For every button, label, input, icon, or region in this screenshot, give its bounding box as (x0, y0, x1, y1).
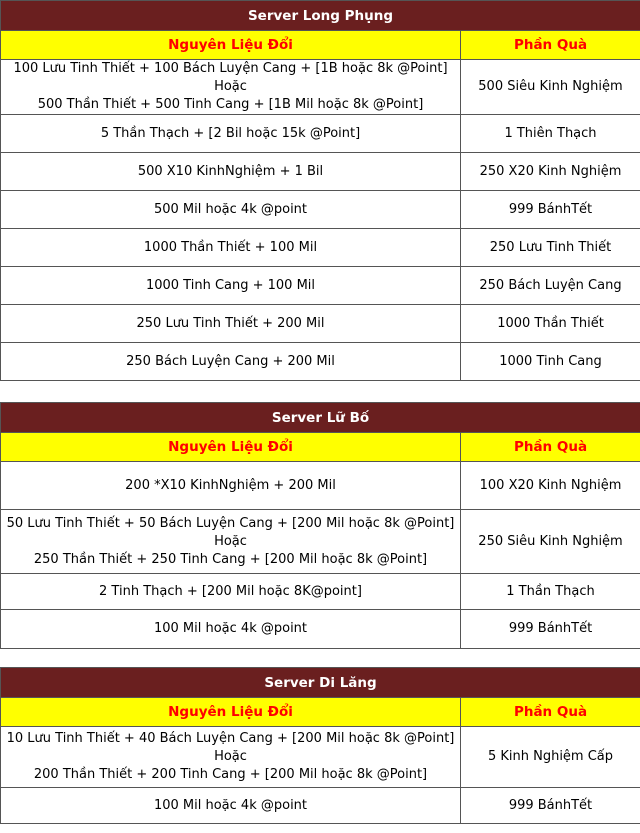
table-row (1, 574, 640, 610)
materials-cell: 1000 Tinh Cang + 100 Mil (1, 267, 461, 305)
table-row (1, 305, 640, 343)
materials-cell: 500 X10 KinhNghiệm + 1 Bil (1, 153, 461, 191)
table-row (1, 267, 640, 305)
reward-cell: 999 BánhTết (461, 610, 640, 649)
rewards-header: Phần Quà (461, 698, 640, 727)
materials-cell: 200 *X10 KinhNghiệm + 200 Mil (1, 462, 461, 510)
reward-cell: 1000 Thần Thiết (461, 305, 640, 343)
materials-cell: 100 Lưu Tinh Thiết + 100 Bách Luyện Cang + [1B hoặc 8k @Point] Hoặc 500 Thần Thiết + 500 Tinh Cang + [1B Mil hoặc 8k @Point] (1, 60, 461, 115)
reward-cell: 250 Siêu Kinh Nghiệm (461, 510, 640, 574)
reward-cell: 500 Siêu Kinh Nghiệm (461, 60, 640, 115)
reward-cell: 1 Thần Thạch (461, 574, 640, 610)
section-title: Server Long Phụng (1, 1, 640, 31)
table-lu-bo (0, 402, 640, 649)
reward-cell: 100 X20 Kinh Nghiệm (461, 462, 640, 510)
materials-cell: 100 Mil hoặc 4k @point (1, 788, 461, 824)
materials-cell: 50 Lưu Tinh Thiết + 50 Bách Luyện Cang + [200 Mil hoặc 8k @Point] Hoặc 250 Thần Thiết + 250 Tinh Cang + [200 Mil hoặc 8k @Point] (1, 510, 461, 574)
reward-cell: 999 BánhTết (461, 191, 640, 229)
table-row (1, 510, 640, 574)
reward-cell: 1 Thiên Thạch (461, 115, 640, 153)
reward-cell: 999 BánhTết (461, 788, 640, 824)
materials-cell: 250 Lưu Tinh Thiết + 200 Mil (1, 305, 461, 343)
materials-cell: 2 Tinh Thạch + [200 Mil hoặc 8K@point] (1, 574, 461, 610)
section-title: Server Di Lăng (1, 668, 640, 698)
table-row (1, 229, 640, 267)
rewards-header: Phần Quà (461, 433, 640, 462)
table-row (1, 60, 640, 115)
table-row (1, 610, 640, 649)
reward-cell: 250 X20 Kinh Nghiệm (461, 153, 640, 191)
table-row (1, 115, 640, 153)
table-row (1, 727, 640, 788)
reward-cell: 250 Bách Luyện Cang (461, 267, 640, 305)
materials-cell: 5 Thần Thạch + [2 Bil hoặc 15k @Point] (1, 115, 461, 153)
table-row (1, 788, 640, 824)
materials-cell: 500 Mil hoặc 4k @point (1, 191, 461, 229)
reward-cell: 250 Lưu Tinh Thiết (461, 229, 640, 267)
materials-header: Nguyên Liệu Đổi (1, 698, 461, 727)
materials-cell: 250 Bách Luyện Cang + 200 Mil (1, 343, 461, 381)
table-row (1, 191, 640, 229)
table-row (1, 462, 640, 510)
table-row (1, 343, 640, 381)
table-di-lang (0, 667, 640, 824)
table-row (1, 153, 640, 191)
reward-cell: 5 Kinh Nghiệm Cấp (461, 727, 640, 788)
materials-cell: 100 Mil hoặc 4k @point (1, 610, 461, 649)
reward-cell: 1000 Tinh Cang (461, 343, 640, 381)
materials-header: Nguyên Liệu Đổi (1, 433, 461, 462)
materials-cell: 10 Lưu Tinh Thiết + 40 Bách Luyện Cang + [200 Mil hoặc 8k @Point] Hoặc 200 Thần Thiết + 200 Tinh Cang + [200 Mil hoặc 8k @Point] (1, 727, 461, 788)
materials-cell: 1000 Thần Thiết + 100 Mil (1, 229, 461, 267)
table-long-phung (0, 0, 640, 381)
section-title: Server Lữ Bố (1, 403, 640, 433)
rewards-header: Phần Quà (461, 31, 640, 60)
materials-header: Nguyên Liệu Đổi (1, 31, 461, 60)
